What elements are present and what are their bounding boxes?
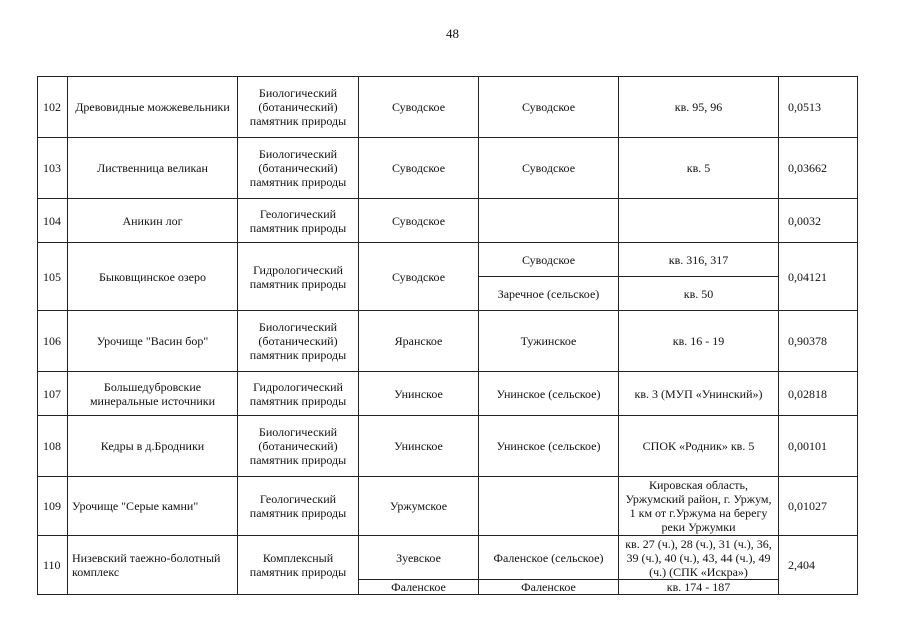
- protected-areas-table: [37, 76, 858, 595]
- district: Зуевское: [359, 536, 479, 580]
- table-row: [38, 243, 858, 277]
- area: 2,404: [779, 536, 858, 595]
- quarters: кв. 174 - 187: [619, 580, 779, 595]
- site-name: Низевский таежно-болотный комплекс: [68, 536, 238, 595]
- district: Суводское: [359, 77, 479, 138]
- forestry: Тужинское: [479, 311, 619, 372]
- quarters: кв. 95, 96: [619, 77, 779, 138]
- quarters: СПОК «Родник» кв. 5: [619, 416, 779, 477]
- table-row: [38, 138, 858, 199]
- area: 0,90378: [779, 311, 858, 372]
- forestry: Фаленское (сельское): [479, 536, 619, 580]
- area: 0,03662: [779, 138, 858, 199]
- forestry: Унинское (сельское): [479, 416, 619, 477]
- site-type: Гидрологический памятник природы: [238, 243, 359, 311]
- district: Унинское: [359, 416, 479, 477]
- table-row: [38, 311, 858, 372]
- district: Суводское: [359, 243, 479, 311]
- forestry: Унинское (сельское): [479, 372, 619, 416]
- district: Суводское: [359, 199, 479, 243]
- row-number: 102: [38, 77, 68, 138]
- district: Уржумское: [359, 477, 479, 536]
- forestry: [479, 477, 619, 536]
- site-type: Биологический (ботанический) памятник природы: [238, 416, 359, 477]
- site-name: Быковщинское озеро: [68, 243, 238, 311]
- row-number: 109: [38, 477, 68, 536]
- site-type: Биологический (ботанический) памятник природы: [238, 311, 359, 372]
- quarters: [619, 199, 779, 243]
- area: 0,01027: [779, 477, 858, 536]
- row-number: 105: [38, 243, 68, 311]
- forestry: [479, 199, 619, 243]
- row-number: 108: [38, 416, 68, 477]
- table-row: [38, 77, 858, 138]
- area: 0,00101: [779, 416, 858, 477]
- site-type: Гидрологический памятник природы: [238, 372, 359, 416]
- row-number: 104: [38, 199, 68, 243]
- row-number: 110: [38, 536, 68, 595]
- district: Суводское: [359, 138, 479, 199]
- quarters: кв. 316, 317: [619, 243, 779, 277]
- row-number: 107: [38, 372, 68, 416]
- site-type: Биологический (ботанический) памятник природы: [238, 138, 359, 199]
- table-row: [38, 477, 858, 536]
- site-name: Лиственница великан: [68, 138, 238, 199]
- row-number: 103: [38, 138, 68, 199]
- site-name: Кедры в д.Бродники: [68, 416, 238, 477]
- quarters: кв. 27 (ч.), 28 (ч.), 31 (ч.), 36, 39 (ч.), 40 (ч.), 43, 44 (ч.), 49 (ч.) (СПК «Искра»): [619, 536, 779, 580]
- site-name: Аникин лог: [68, 199, 238, 243]
- site-type: Геологический памятник природы: [238, 199, 359, 243]
- site-type: Геологический памятник природы: [238, 477, 359, 536]
- table-row: [38, 416, 858, 477]
- quarters: кв. 5: [619, 138, 779, 199]
- page-number: 48: [446, 26, 459, 41]
- table-row: [38, 199, 858, 243]
- forestry: Суводское: [479, 243, 619, 277]
- row-number: 106: [38, 311, 68, 372]
- site-name: Урочище "Васин бор": [68, 311, 238, 372]
- forestry: Заречное (сельское): [479, 277, 619, 311]
- site-type: Комплексный памятник природы: [238, 536, 359, 595]
- site-name: Большедубровские минеральные источники: [68, 372, 238, 416]
- forestry: Фаленское: [479, 580, 619, 595]
- area: 0,0032: [779, 199, 858, 243]
- district: Унинское: [359, 372, 479, 416]
- quarters: кв. 50: [619, 277, 779, 311]
- table-row: [38, 536, 858, 580]
- area: 0,02818: [779, 372, 858, 416]
- forestry: Суводское: [479, 77, 619, 138]
- area: 0,04121: [779, 243, 858, 311]
- table-row: [38, 372, 858, 416]
- quarters: Кировская область, Уржумский район, г. Уржум, 1 км от г.Уржума на берегу реки Уржумки: [619, 477, 779, 536]
- site-name: Древовидные можжевельники: [68, 77, 238, 138]
- area: 0,0513: [779, 77, 858, 138]
- site-type: Биологический (ботанический) памятник природы: [238, 77, 359, 138]
- district: Яранское: [359, 311, 479, 372]
- site-name: Урочище "Серые камни": [68, 477, 238, 536]
- forestry: Суводское: [479, 138, 619, 199]
- quarters: кв. 3 (МУП «Унинский»): [619, 372, 779, 416]
- quarters: кв. 16 - 19: [619, 311, 779, 372]
- district: Фаленское: [359, 580, 479, 595]
